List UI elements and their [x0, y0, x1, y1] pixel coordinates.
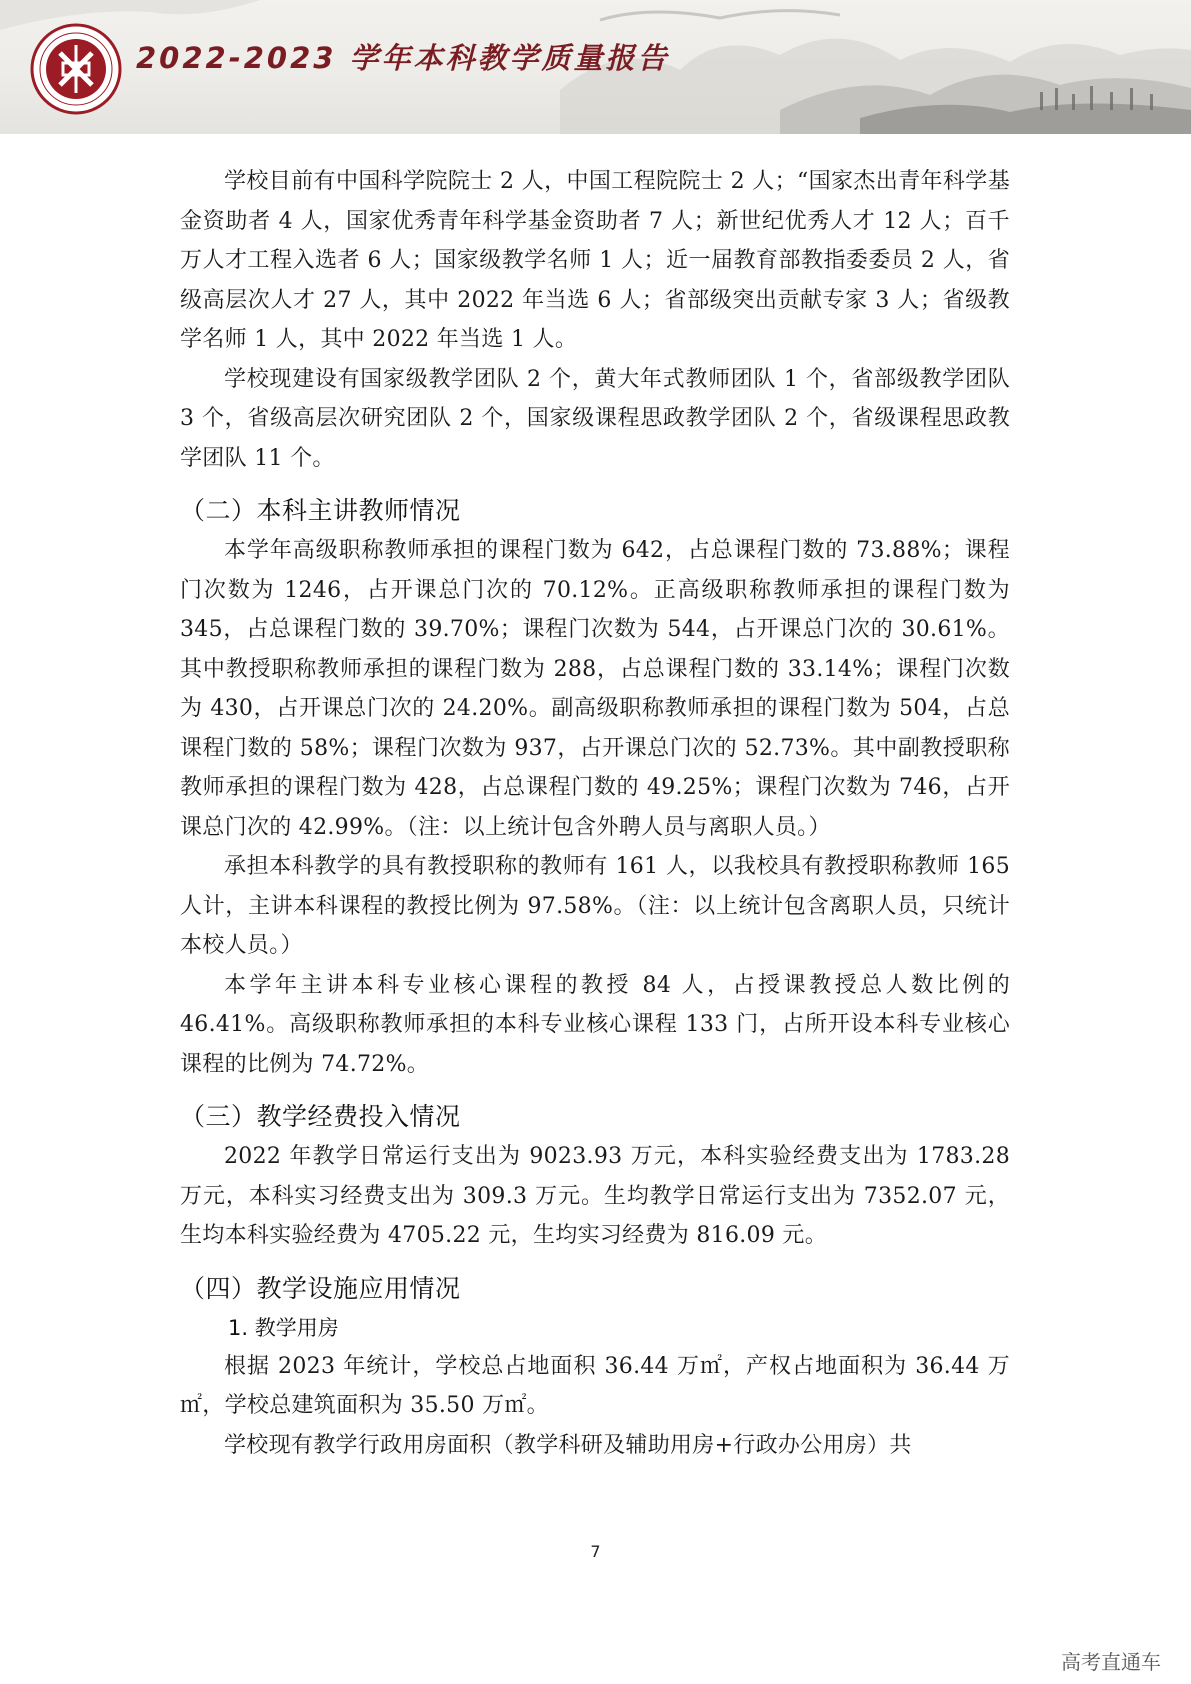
- paragraph-core-courses: 本学年主讲本科专业核心课程的教授 84 人，占授课教授总人数比例的 46.41%。高级职称教师承担的本科专业核心课程 133 门，占所开设本科专业核心课程的比例为 74.72%。: [180, 972, 1010, 1077]
- report-title: 2022-2023 学年本科教学质量报告: [136, 41, 670, 75]
- section-heading-lecturers: （二）本科主讲教师情况: [180, 496, 461, 525]
- sub-heading-teaching-buildings: 1. 教学用房: [228, 1315, 339, 1340]
- page-content: [180, 158, 1010, 1465]
- paragraph-admin-buildings: 学校现有教学行政用房面积（教学科研及辅助用房+行政办公用房）共: [224, 1432, 912, 1458]
- section-heading-facilities: （四）教学设施应用情况: [180, 1273, 461, 1303]
- paragraph-campus-area: 根据 2023 年统计，学校总占地面积 36.44 万㎡，产权占地面积为 36.44 万㎡，学校总建筑面积为 35.50 万㎡。: [180, 1353, 1010, 1418]
- university-logo: [30, 23, 122, 115]
- section-heading-funding: （三）教学经费投入情况: [180, 1102, 461, 1131]
- paragraph-faculty-talents: 学校目前有中国科学院院士 2 人，中国工程院院士 2 人；“国家杰出青年科学基金资助者 4 人，国家优秀青年科学基金资助者 7 人；新世纪优秀人才 12 人；百千万人才工程入选者 6 人；国家级教学名师 1 人；近一届教育部教指委委员 2 人，省级高层次人才 27 人，其中 2022 年当选 6 人；省部级突出贡献专家 3 人；省级教学名师 1 人，其中 2022 年当选 1 人。: [180, 169, 1010, 352]
- page-header: [0, 0, 1191, 134]
- paragraph-teaching-teams: 学校现建设有国家级教学团队 2 个，黄大年式教师团队 1 个，省部级教学团队 3 个，省级高层次研究团队 2 个，国家级课程思政教学团队 2 个，省级课程思政教学团队 11 个。: [180, 366, 1010, 471]
- page-number: 7: [590, 1542, 601, 1561]
- paragraph-funding: 2022 年教学日常运行支出为 9023.93 万元，本科实验经费支出为 1783.28 万元，本科实习经费支出为 309.3 万元。生均教学日常运行支出为 7352.07 元，生均本科实验经费为 4705.22 元，生均实习经费为 816.09 元。: [180, 1144, 1010, 1248]
- paragraph-senior-title-courses: 本学年高级职称教师承担的课程门数为 642，占总课程门数的 73.88%；课程门次数为 1246，占开课总门次的 70.12%。正高级职称教师承担的课程门数为 345，占总课程门数的 39.70%；课程门次数为 544，占开课总门次的 30.61%。其中教授职称教师承担的课程门数为 288，占总课程门数的 33.14%；课程门次数为 430，占开课总门次的 24.20%。副高级职称教师承担的课程门数为 504，占总课程门数的 58%；课程门次数为 937，占开课总门次的 52.73%。其中副教授职称教师承担的课程门数为 428，占总课程门数的 49.25%；课程门次数为 746，占开课总门次的 42.99%。（注：以上统计包含外聘人员与离职人员。）: [180, 538, 1010, 840]
- watermark-text: 高考直通车: [1061, 1650, 1161, 1674]
- paragraph-professor-ratio: 承担本科教学的具有教授职称的教师有 161 人，以我校具有教授职称教师 165 人计，主讲本科课程的教授比例为 97.58%。（注：以上统计包含离职人员，只统计本校人员。）: [180, 854, 1010, 958]
